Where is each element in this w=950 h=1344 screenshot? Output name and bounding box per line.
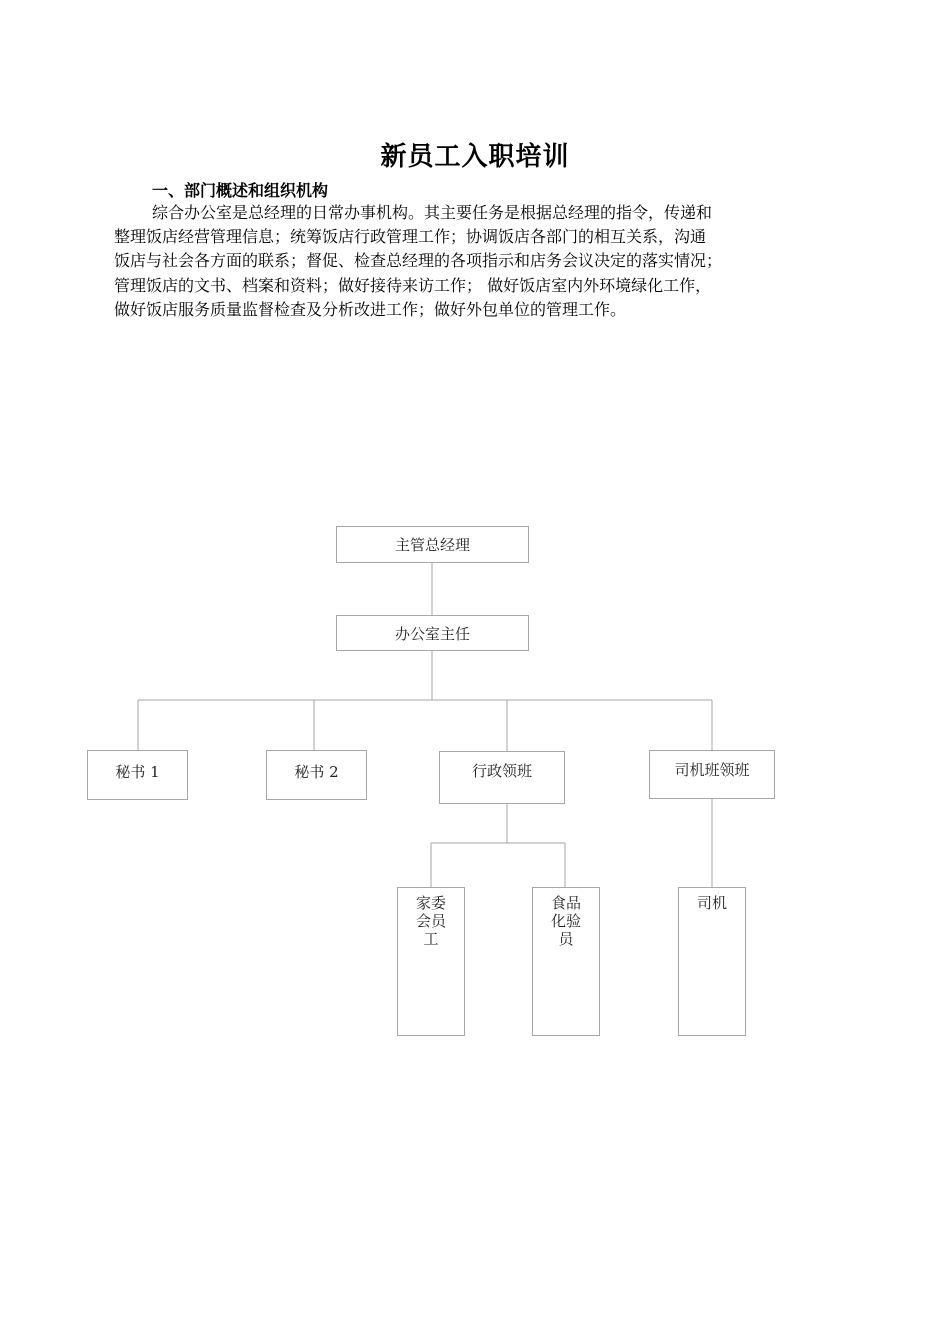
org-node-admin-team-lead	[439, 751, 565, 804]
org-node-label-line: 会员	[415, 912, 446, 930]
section-heading: 一、部门概述和组织机构	[152, 181, 329, 200]
org-node-secretary-1	[87, 750, 188, 800]
org-node-label: 主管总经理	[394, 536, 470, 554]
intro-line: 管理饭店的文书、档案和资料；做好接待来访工作； 做好饭店室内外环境绿化工作，	[114, 275, 712, 295]
intro-line: 整理饭店经营管理信息；统筹饭店行政管理工作；协调饭店各部门的相互关系，沟通	[114, 227, 707, 247]
org-node-general-manager	[336, 526, 529, 563]
org-node-label: 行政领班	[471, 762, 532, 780]
intro-line: 饭店与社会各方面的联系；督促、检查总经理的各项指示和店务会议决定的落实情况；	[114, 251, 723, 271]
org-node-secretary-2	[266, 750, 367, 800]
org-node-label: 司机班领班	[674, 761, 750, 779]
org-node-label: 秘书 2	[294, 763, 339, 781]
intro-line: 综合办公室是总经理的日常办事机构。其主要任务是根据总经理的指令，传递和	[152, 203, 713, 222]
org-node-driver-team-lead	[649, 750, 775, 799]
org-node-label-line: 化验	[550, 912, 581, 930]
org-node-food-lab-staff	[532, 887, 600, 1036]
org-node-label-line: 员	[558, 930, 574, 948]
org-node-label: 秘书 1	[115, 763, 160, 781]
org-node-office-director	[336, 615, 529, 651]
intro-paragraph	[114, 201, 834, 322]
intro-line: 做好饭店服务质量监督检查及分析改进工作；做好外包单位的管理工作。	[114, 299, 627, 319]
org-node-driver	[678, 887, 746, 1036]
org-node-label-line: 家委	[415, 894, 446, 912]
org-node-label: 司机	[696, 894, 727, 912]
org-node-label: 办公室主任	[394, 624, 470, 643]
org-node-housekeeping-staff	[397, 887, 465, 1036]
page-title: 新员工入职培训	[380, 142, 570, 172]
org-node-label-line: 食品	[550, 894, 581, 912]
org-node-label-line: 工	[423, 930, 439, 948]
